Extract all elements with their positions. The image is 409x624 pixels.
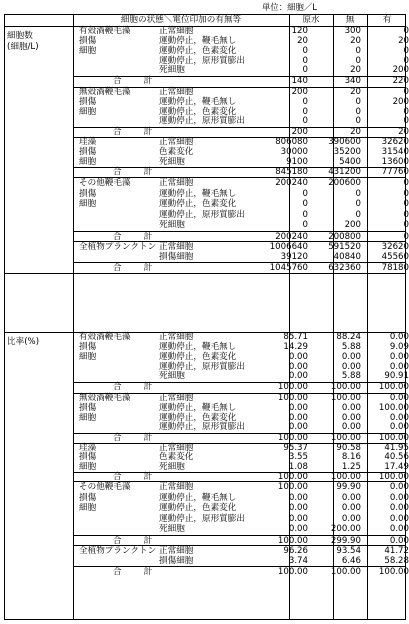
row-group — [73, 87, 409, 138]
category-label: 細胞 — [79, 412, 97, 423]
value-with: 0.00 — [389, 361, 409, 372]
value-raw-water: 200240 — [275, 178, 308, 188]
value-raw-water: 0 — [302, 220, 308, 230]
condition-label: 運動停止，原形質膨出 — [159, 55, 245, 66]
value-with: 17.49 — [384, 461, 409, 472]
row-group — [73, 443, 409, 482]
value-with: 90.91 — [384, 371, 409, 382]
total-raw-water: 1045760 — [269, 263, 308, 273]
table-row — [73, 220, 409, 231]
header-col-with: 有 — [382, 15, 392, 25]
table-row — [73, 422, 409, 433]
category-label: 無殻渦鞭毛藻 — [79, 87, 131, 97]
value-without: 200600 — [328, 178, 361, 188]
category-label: その他鞭毛藻 — [79, 178, 131, 188]
value-without: 20 — [350, 65, 361, 76]
condition-label: 運動停止，原形質膨出 — [159, 116, 245, 127]
value-with: 32620 — [381, 242, 409, 252]
table-row — [73, 178, 409, 189]
value-without: 0 — [355, 116, 361, 127]
total-without: 100.00 — [330, 567, 361, 577]
category-label: 損傷 — [79, 402, 97, 413]
value-with: 100.00 — [378, 402, 409, 413]
value-with: 0.00 — [389, 503, 409, 513]
section-separator — [5, 273, 405, 333]
condition-label: 運動停止，鞭毛無し — [159, 492, 237, 503]
value-raw-water: 3.55 — [288, 452, 308, 463]
header-col-raw-water: 原水 — [302, 15, 320, 25]
condition-label: 正常細胞 — [159, 137, 194, 147]
category-label: 細胞 — [79, 461, 97, 472]
value-without: 0 — [355, 199, 361, 209]
value-with: 200 — [392, 65, 409, 76]
total-raw-water: 200 — [291, 127, 308, 138]
table-row — [73, 199, 409, 210]
category-label: 有殻渦鞭毛藻 — [79, 26, 131, 36]
data-table — [4, 14, 409, 620]
row-group — [73, 137, 409, 178]
value-without: 0.00 — [341, 422, 361, 433]
value-with: 0 — [403, 178, 409, 188]
value-without: 88.24 — [336, 332, 361, 342]
value-with: 0.00 — [389, 412, 409, 423]
category-label: 細胞 — [79, 45, 97, 56]
condition-label: 運動停止，原形質膨出 — [159, 422, 245, 433]
total-label: 合計 — [113, 76, 175, 87]
category-label: 有殻渦鞭毛藻 — [79, 332, 131, 342]
value-without: 0.00 — [341, 412, 361, 423]
value-raw-water: 0 — [302, 55, 308, 66]
category-label: 細胞 — [79, 199, 97, 209]
value-raw-water: 806080 — [275, 137, 308, 147]
category-label: 全植物プランクトン — [79, 242, 157, 252]
total-label: 合計 — [113, 471, 175, 482]
value-raw-water: 30000 — [280, 146, 308, 157]
table-row — [73, 188, 409, 200]
condition-label: 正常細胞 — [159, 178, 194, 188]
header-col-without: 無 — [345, 15, 355, 25]
value-without: 8.16 — [341, 452, 361, 463]
total-with: 100.00 — [378, 382, 409, 393]
table-row — [73, 156, 409, 168]
condition-label: 運動停止，鞭毛無し — [159, 35, 237, 46]
condition-label: 色素変化 — [159, 452, 194, 463]
value-with: 41.72 — [384, 546, 409, 556]
row-group — [73, 393, 409, 444]
value-with: 0 — [403, 87, 409, 97]
condition-label: 正常細胞 — [159, 332, 194, 342]
category-label: 全植物プランクトン — [79, 546, 157, 556]
header-state-label: 細胞の状態＼電位印加の有無等 — [120, 15, 242, 25]
value-with: 0 — [403, 188, 409, 199]
value-raw-water: 39120 — [280, 252, 308, 262]
value-raw-water: 0.00 — [288, 492, 308, 503]
condition-label: 色素変化 — [159, 146, 194, 157]
total-with: 20 — [398, 127, 409, 138]
total-raw-water: 845180 — [275, 167, 308, 178]
condition-label: 運動停止，色素変化 — [159, 106, 237, 117]
table-row — [73, 65, 409, 76]
value-with: 0 — [403, 106, 409, 117]
value-with: 0 — [403, 55, 409, 66]
value-raw-water: 0 — [302, 45, 308, 56]
value-with: 0 — [403, 45, 409, 56]
value-raw-water: 0.00 — [288, 422, 308, 433]
value-without: 5400 — [339, 156, 361, 167]
condition-label: 正常細胞 — [159, 87, 194, 97]
unit-note: 単位：細胞／L — [262, 2, 317, 12]
total-row — [73, 566, 409, 577]
category-label: 珪藻 — [79, 443, 97, 453]
table-row — [73, 242, 409, 252]
total-without: 100.00 — [330, 433, 361, 444]
value-raw-water: 3.74 — [288, 556, 308, 566]
total-row — [73, 76, 409, 87]
category-label: 損傷 — [79, 96, 97, 107]
value-with: 9.09 — [389, 341, 409, 352]
value-with: 0.00 — [389, 513, 409, 524]
total-without: 299.90 — [330, 535, 361, 546]
value-without: 6.46 — [341, 556, 361, 566]
value-raw-water: 1.08 — [288, 461, 308, 472]
value-without: 99.90 — [336, 482, 361, 492]
value-raw-water: 0.00 — [288, 361, 308, 372]
value-raw-water: 1006640 — [269, 242, 308, 252]
value-without: 20 — [350, 87, 361, 97]
total-with: 78180 — [381, 263, 409, 273]
condition-label: 正常細胞 — [159, 482, 194, 492]
value-without: 200 — [344, 220, 361, 230]
value-raw-water: 100.00 — [277, 393, 308, 403]
section-label: 細胞数 (細胞/L) — [7, 31, 39, 52]
total-with: 100.00 — [378, 433, 409, 444]
value-without: 0.00 — [341, 351, 361, 362]
value-raw-water: 0 — [302, 96, 308, 107]
condition-label: 運動停止，色素変化 — [159, 351, 237, 362]
condition-label: 運動停止，原形質膨出 — [159, 513, 245, 524]
condition-label: 死細胞 — [159, 371, 185, 382]
value-with: 0.00 — [389, 524, 409, 534]
total-with: 0.00 — [389, 535, 409, 546]
total-with: 100.00 — [378, 471, 409, 482]
value-without: 0 — [355, 45, 361, 56]
total-raw-water: 100.00 — [277, 567, 308, 577]
value-raw-water: 0 — [302, 65, 308, 76]
total-raw-water: 140 — [291, 76, 308, 87]
value-without: 0 — [355, 106, 361, 117]
condition-label: 運動停止，色素変化 — [159, 412, 237, 423]
category-label: 細胞 — [79, 106, 97, 117]
total-raw-water: 100.00 — [277, 471, 308, 482]
value-raw-water: 96.26 — [283, 546, 308, 556]
value-with: 41.95 — [384, 443, 409, 453]
row-group — [73, 177, 409, 242]
value-without: 0 — [355, 188, 361, 199]
condition-label: 正常細胞 — [159, 443, 194, 453]
value-without: 93.54 — [336, 546, 361, 556]
total-without: 632360 — [328, 263, 361, 273]
value-without: 390600 — [328, 137, 361, 147]
total-label: 合計 — [113, 263, 175, 273]
value-raw-water: 0.00 — [288, 371, 308, 382]
table-row — [73, 461, 409, 472]
value-with: 32620 — [381, 137, 409, 147]
value-raw-water: 100.00 — [277, 482, 308, 492]
table-row — [73, 45, 409, 57]
total-with: 77760 — [381, 167, 409, 178]
value-raw-water: 0.00 — [288, 513, 308, 524]
category-label: 損傷 — [79, 492, 97, 503]
value-raw-water: 0 — [302, 199, 308, 209]
value-raw-water: 0.00 — [288, 412, 308, 423]
value-without: 40840 — [333, 252, 361, 262]
table-row — [73, 252, 409, 262]
value-without: 35200 — [333, 146, 361, 157]
condition-label: 損傷細胞 — [159, 556, 194, 566]
total-without: 431200 — [328, 167, 361, 178]
value-without: 0.00 — [341, 361, 361, 372]
value-with: 0 — [403, 220, 409, 230]
value-raw-water: 14.29 — [283, 341, 308, 352]
total-with: 220 — [392, 76, 409, 87]
category-label: 細胞 — [79, 351, 97, 362]
condition-label: 運動停止，鞭毛無し — [159, 341, 237, 352]
value-raw-water: 0 — [302, 116, 308, 127]
row-group — [73, 332, 409, 393]
total-raw-water: 100.00 — [277, 433, 308, 444]
value-with: 40.56 — [384, 452, 409, 463]
condition-label: 死細胞 — [159, 65, 185, 76]
condition-label: 正常細胞 — [159, 242, 194, 252]
value-raw-water: 0 — [302, 209, 308, 220]
total-label: 合計 — [113, 433, 175, 444]
value-raw-water: 20 — [297, 35, 308, 46]
table-row — [73, 503, 409, 514]
condition-label: 正常細胞 — [159, 26, 194, 36]
row-group — [73, 481, 409, 546]
category-label: 無殻渦鞭毛藻 — [79, 393, 131, 403]
value-without: 20 — [350, 35, 361, 46]
total-without: 100.00 — [330, 382, 361, 393]
value-raw-water: 200 — [291, 87, 308, 97]
condition-label: 運動停止，色素変化 — [159, 199, 237, 209]
value-with: 20 — [398, 35, 409, 46]
value-with: 58.28 — [384, 556, 409, 566]
table-row — [73, 524, 409, 535]
table-row — [73, 546, 409, 556]
value-without: 0.00 — [341, 503, 361, 513]
value-raw-water: 9100 — [286, 156, 308, 167]
table-row — [73, 209, 409, 221]
total-row — [73, 262, 409, 273]
value-with: 0.00 — [389, 351, 409, 362]
value-raw-water: 0 — [302, 188, 308, 199]
value-with: 0.00 — [389, 332, 409, 342]
value-without: 0.00 — [341, 402, 361, 413]
condition-label: 正常細胞 — [159, 546, 194, 556]
value-with: 0 — [403, 116, 409, 127]
value-raw-water: 0.00 — [288, 524, 308, 534]
value-without: 0 — [355, 209, 361, 220]
condition-label: 運動停止，原形質膨出 — [159, 361, 245, 372]
value-with: 0 — [403, 199, 409, 209]
category-label: 損傷 — [79, 35, 97, 46]
condition-label: 死細胞 — [159, 156, 185, 167]
value-without: 200.00 — [330, 524, 361, 534]
condition-label: 死細胞 — [159, 524, 185, 534]
value-raw-water: 120 — [291, 26, 308, 36]
table-row — [73, 351, 409, 363]
condition-label: 死細胞 — [159, 461, 185, 472]
value-with: 13600 — [381, 156, 409, 167]
condition-label: 損傷細胞 — [159, 252, 194, 262]
table-row — [73, 116, 409, 127]
value-with: 0.00 — [389, 492, 409, 503]
value-with: 31540 — [381, 146, 409, 157]
value-raw-water: 0 — [302, 106, 308, 117]
value-without: 0.00 — [341, 513, 361, 524]
condition-label: 運動停止，色素変化 — [159, 503, 237, 513]
value-with: 0 — [403, 209, 409, 220]
row-group — [73, 26, 409, 87]
value-with: 200 — [392, 96, 409, 107]
table-row — [73, 482, 409, 493]
total-without: 20 — [350, 127, 361, 138]
value-without: 100.00 — [330, 393, 361, 403]
value-raw-water: 0.00 — [288, 351, 308, 362]
value-with: 0 — [403, 26, 409, 36]
total-raw-water: 100.00 — [277, 535, 308, 546]
condition-label: 運動停止，色素変化 — [159, 45, 237, 56]
value-raw-water: 0.00 — [288, 503, 308, 513]
total-label: 合計 — [113, 231, 175, 242]
value-without: 90.58 — [336, 443, 361, 453]
category-label: その他鞭毛藻 — [79, 482, 131, 492]
value-without: 5.88 — [341, 341, 361, 352]
value-without: 0 — [355, 96, 361, 107]
value-with: 45560 — [381, 252, 409, 262]
total-label: 合計 — [113, 127, 175, 138]
value-without: 0.00 — [341, 492, 361, 503]
category-label: 珪藻 — [79, 137, 97, 147]
total-without: 200800 — [328, 231, 361, 242]
category-label: 細胞 — [79, 503, 97, 513]
total-raw-water: 100.00 — [277, 382, 308, 393]
total-row — [73, 382, 409, 393]
value-without: 300 — [344, 26, 361, 36]
total-label: 合計 — [113, 567, 175, 577]
condition-label: 正常細胞 — [159, 393, 194, 403]
condition-label: 運動停止，原形質膨出 — [159, 209, 245, 220]
value-without: 5.88 — [341, 371, 361, 382]
category-label: 細胞 — [79, 156, 97, 167]
condition-label: 運動停止，鞭毛無し — [159, 96, 237, 107]
category-label: 損傷 — [79, 452, 97, 463]
condition-label: 運動停止，鞭毛無し — [159, 188, 237, 199]
category-label: 損傷 — [79, 188, 97, 199]
total-label: 合計 — [113, 167, 175, 178]
total-raw-water: 200240 — [275, 231, 308, 242]
value-without: 0 — [355, 55, 361, 66]
condition-label: 運動停止，鞭毛無し — [159, 402, 237, 413]
value-raw-water: 85.71 — [283, 332, 308, 342]
total-with: 100.00 — [378, 567, 409, 577]
category-label: 損傷 — [79, 341, 97, 352]
value-without: 591520 — [328, 242, 361, 252]
value-with: 0.00 — [389, 422, 409, 433]
table-row — [73, 492, 409, 504]
section-label: 比率(%) — [7, 337, 40, 347]
value-raw-water: 95.37 — [283, 443, 308, 453]
value-without: 1.25 — [341, 461, 361, 472]
value-with: 0.00 — [389, 482, 409, 492]
category-label: 損傷 — [79, 146, 97, 157]
total-label: 合計 — [113, 382, 175, 393]
table-row — [73, 513, 409, 525]
value-with: 0.00 — [389, 393, 409, 403]
row-group — [73, 241, 409, 273]
total-without: 340 — [344, 76, 361, 87]
table-row — [73, 556, 409, 566]
condition-label: 死細胞 — [159, 220, 185, 230]
value-raw-water: 0.00 — [288, 402, 308, 413]
row-group — [73, 545, 409, 577]
total-label: 合計 — [113, 535, 175, 546]
table-row — [73, 371, 409, 382]
total-without: 100.00 — [330, 471, 361, 482]
total-with: 0 — [403, 231, 409, 242]
